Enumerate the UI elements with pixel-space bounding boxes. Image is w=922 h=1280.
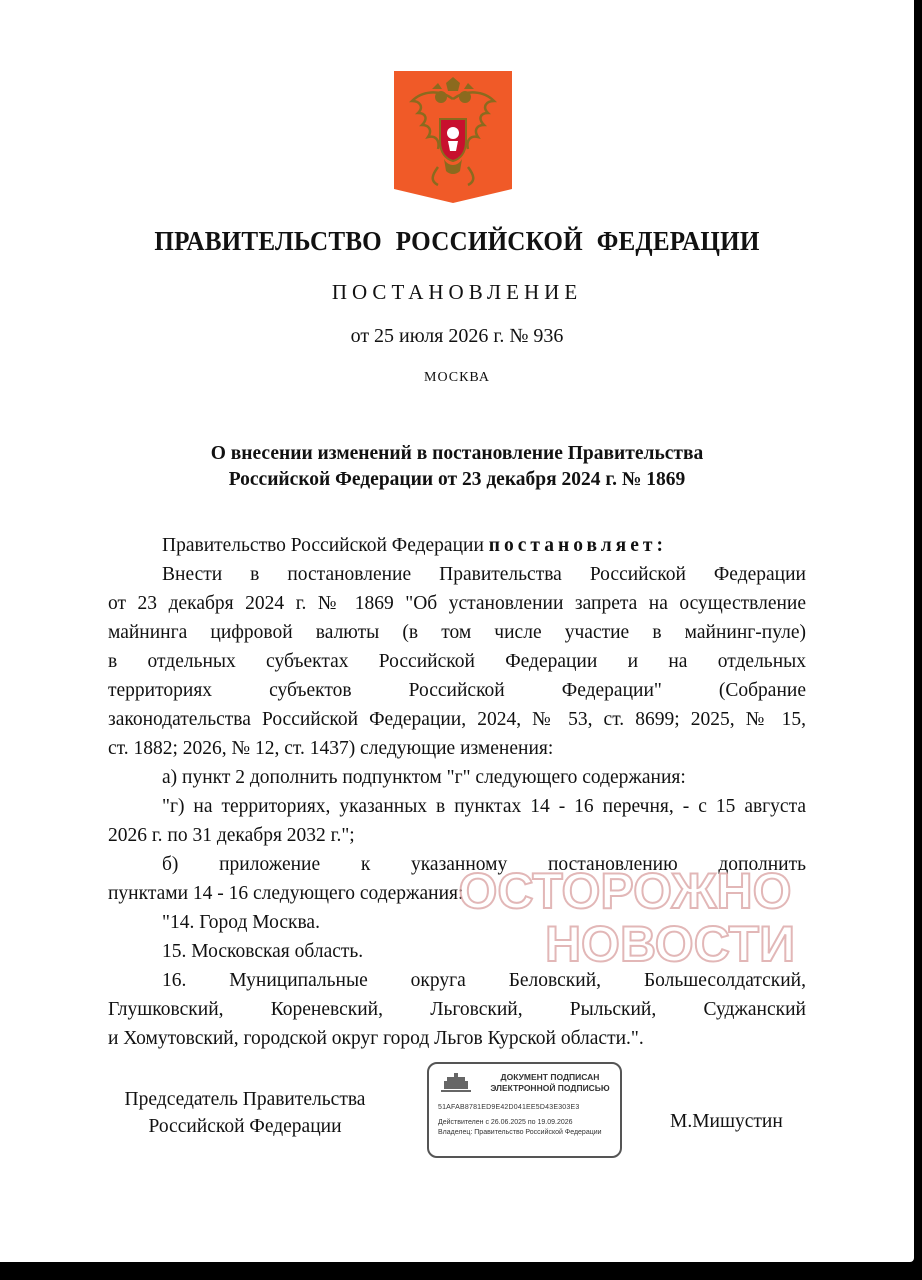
subitem-a: а) пункт 2 дополнить подпунктом "г" следующего содержания: [162,767,686,788]
paragraph-line: майнинга цифровой валюты (в том числе участие в майнинг-пуле) [108,622,806,643]
e-signature-stamp [427,1062,622,1158]
heading-line: Российской Федерации от 23 декабря 2024 г. № 1869 [228,469,686,490]
document-type: ПОСТАНОВЛЕНИЕ [331,280,583,304]
coat-of-arms-emblem [394,71,512,203]
paragraph-line: территориях субъектов Российской Федерации" (Собрание [108,680,806,701]
list-item-15: 15. Московская область. [162,941,364,962]
decree-intro [108,531,806,560]
stamp-title-line: ДОКУМЕНТ ПОДПИСАН [500,1072,600,1082]
chair-title [110,1086,380,1140]
certificate-number: 51AFAB8781ED9E42D041EE5D43E303E3 [438,1104,580,1111]
intro-text: Правительство Российской Федерации [162,535,484,556]
stamp-title [485,1072,615,1094]
document-city: МОСКВА [424,370,490,385]
document-date-number: от 25 июля 2026 г. № 936 [350,325,564,347]
list-item-16-line: Глушковский, Кореневский, Льговский, Рыльский, Суджанский [108,999,806,1020]
subitem-b-line: б) приложение к указанному постановлению дополнить [162,854,806,875]
paragraph-line: законодательства Российской Федерации, 2024, № 53, ст. 8699; 2025, № 15, [108,709,806,730]
decree-word: постановляет: [488,535,667,556]
watermark-line-1: ОСТОРОЖНО [458,863,792,919]
watermark-line-2: НОВОСТИ [544,916,796,968]
document-body [108,531,806,1053]
government-title: ПРАВИТЕЛЬСТВО РОССИЙСКОЙ ФЕДЕРАЦИИ [154,226,760,256]
signer-name: М.Мишустин [670,1111,783,1132]
stamp-title-line: ЭЛЕКТРОННОЙ ПОДПИСЬЮ [490,1083,610,1093]
list-item-16-line: и Хомутовский, городской округ город Льгов Курской области.". [108,1028,644,1049]
paragraph-line: от 23 декабря 2024 г. № 1869 "Об установлении запрета на осуществление [108,593,806,614]
list-item-14: "14. Город Москва. [162,912,320,933]
validity-period: Действителен с 26.06.2025 по 19.09.2026 [438,1119,573,1126]
chair-line: Председатель Правительства [124,1089,366,1110]
list-item-16-line: 16. Муниципальные округа Беловский, Большесолдатский, [162,970,806,991]
chair-line: Российской Федерации [148,1116,342,1137]
subitem-b-line: пунктами 14 - 16 следующего содержания: [108,883,464,904]
paragraph-line: ст. 1882; 2026, № 12, ст. 1437) следующие изменения: [108,738,554,759]
paragraph-line: в отдельных субъектах Российской Федерации и на отдельных [108,651,806,672]
subitem-g-line: 2026 г. по 31 декабря 2032 г."; [108,825,355,846]
document-heading [0,441,914,493]
heading-line: О внесении изменений в постановление Правительства [210,443,704,464]
certificate-owner: Владелец: Правительство Российской Федерации [438,1129,602,1136]
paragraph-line: Внести в постановление Правительства Российской Федерации [162,564,806,585]
building-icon [439,1072,473,1094]
subitem-g-line: "г) на территориях, указанных в пунктах 14 - 16 перечня, - с 15 августа [162,796,806,817]
